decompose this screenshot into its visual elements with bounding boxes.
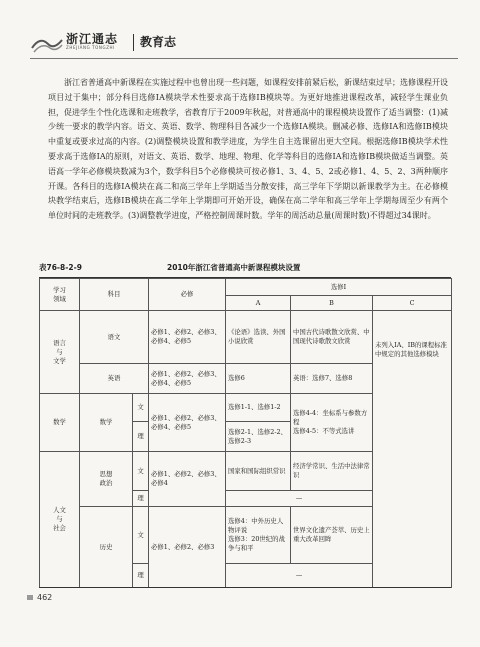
math-li-track: 理 bbox=[133, 422, 149, 452]
page-footer bbox=[27, 593, 52, 602]
header-rule bbox=[30, 58, 458, 59]
politics-wen-track: 文 bbox=[133, 452, 149, 491]
table-title: 2010年浙江省普通高中新课程模块设置 bbox=[167, 263, 301, 272]
header-elective-1: 选修Ⅰ bbox=[226, 279, 452, 296]
math-wen-elective-a: 选修1-1、选修1-2 bbox=[226, 394, 291, 422]
body-paragraph: 浙江省普通高中新课程在实施过程中也曾出现一些问题，如课程安排前紧后松，新课结束过早；选修课程开设项目过于集中；部分科目选修ⅠA模块学术性要求高于选修ⅠB模块等。为更好地推进课程改革，减轻学生课业负担，促进学生个性化选课和走班教学，省教育厅于2009年秋起，对普通高中的课程模块设置作了适当调整：(1)减少统一要求的教学内容。语文、英语、数学、物理科目各减少一个选修ⅠA模块。删减必修、选修ⅠA和选修ⅠB模块中重复或要求过高的内容。(2)调整模块设置和教学进度，为学生自主选课留出更大空间。根据选修ⅠB模块学术性要求高于选修ⅠA的原则，对语文、英语、数学、地理、物理、化学等科目的选修ⅠA和选修ⅠB模块做适当调整。英语高一学年必修模块数减为3个，数学科目5个必修模块可按必修1、3、4、5、2或必修1、4、5、2、3两种顺序开课。各科目的选修ⅠA模块在高二和高三学年上学期适当分散安排，高三学年下学期以新课教学为主。在必修模块教学结束后，选修ⅠB模块在高二学年上学期即可开始开设，确保在高二学年和高三学年上学期每周至少有两个单位时间的走班教学。(3)调整教学进度，严格控制周课时数。学年的周活动总量(周课时数)不得超过34课时。 bbox=[48, 78, 448, 221]
logo-title: 浙江通志 bbox=[66, 32, 119, 46]
page-number: 462 bbox=[37, 593, 53, 602]
history-li-track: 理 bbox=[133, 564, 149, 588]
table-caption bbox=[39, 262, 459, 274]
history-li-empty: — bbox=[226, 564, 373, 588]
chinese-elective-a: 《论语》选读、外国小说欣赏 bbox=[226, 311, 291, 364]
history-wen-elective-b: 世界文化遗产荟萃、历史上重大改革回眸 bbox=[291, 507, 373, 564]
math-li-elective-a: 选修2-1、选修2-2、选修2-3 bbox=[226, 422, 291, 452]
header-c: C bbox=[373, 296, 452, 311]
history-required: 必修1、必修2、必修3 bbox=[149, 507, 226, 588]
english-elective-a: 选修6 bbox=[226, 364, 291, 394]
page-marker-icon bbox=[27, 595, 33, 600]
politics-wen-elective-b: 经济学常识、生活中法律常识 bbox=[291, 452, 373, 491]
math-required: 必修1、必修2、必修3、必修4、必修5 bbox=[149, 394, 226, 452]
domain-math: 数学 bbox=[40, 394, 80, 452]
politics-required: 必修1、必修2、必修3、必修4 bbox=[149, 452, 226, 507]
table-number: 表76-8-2-9 bbox=[39, 263, 82, 272]
english-required: 必修1、必修2、必修3、必修4、必修5 bbox=[149, 364, 226, 394]
history-wen-elective-a: 选修4：中外历史人物评说 选修3：20世纪的战争与和平 bbox=[226, 507, 291, 564]
header-a: A bbox=[226, 296, 291, 311]
subject-english: 英语 bbox=[80, 364, 149, 394]
section-title: 教育志 bbox=[140, 35, 177, 49]
page-header bbox=[30, 30, 458, 60]
header-separator bbox=[133, 34, 134, 51]
header-subject: 科目 bbox=[80, 279, 149, 311]
curriculum-table bbox=[39, 278, 452, 588]
logo-subtitle: ZHEJIANG TONGZHI bbox=[66, 45, 115, 50]
math-elective-b: 选修4-4：坐标系与参数方程 选修4-5：不等式选讲 bbox=[291, 394, 373, 452]
politics-wen-elective-a: 国家和国际组织常识 bbox=[226, 452, 291, 491]
header-b: B bbox=[291, 296, 373, 311]
math-wen-track: 文 bbox=[133, 394, 149, 422]
history-wen-track: 文 bbox=[133, 507, 149, 564]
english-elective-b: 英语：选修7、选修8 bbox=[291, 364, 373, 394]
elective-c-note: 未列入ⅠA、ⅠB的课程标准中规定的其他选修模块 bbox=[373, 311, 452, 588]
header-domain: 学习 领域 bbox=[40, 279, 80, 311]
subject-history: 历史 bbox=[80, 507, 133, 588]
subject-math: 数学 bbox=[80, 394, 133, 452]
domain-language: 语言 与 文学 bbox=[40, 311, 80, 394]
subject-politics: 思想 政治 bbox=[80, 452, 133, 507]
politics-li-empty: — bbox=[226, 491, 373, 507]
politics-li-track: 理 bbox=[133, 491, 149, 507]
chinese-elective-b: 中国古代诗歌散文欣赏、中国现代诗歌散文欣赏 bbox=[291, 311, 373, 364]
chinese-required: 必修1、必修2、必修3、必修4、必修5 bbox=[149, 311, 226, 364]
subject-chinese: 语文 bbox=[80, 311, 149, 364]
table-bottom-rule bbox=[39, 587, 451, 588]
header-required: 必修 bbox=[149, 279, 226, 311]
domain-humanities: 人文 与 社会 bbox=[40, 452, 80, 588]
